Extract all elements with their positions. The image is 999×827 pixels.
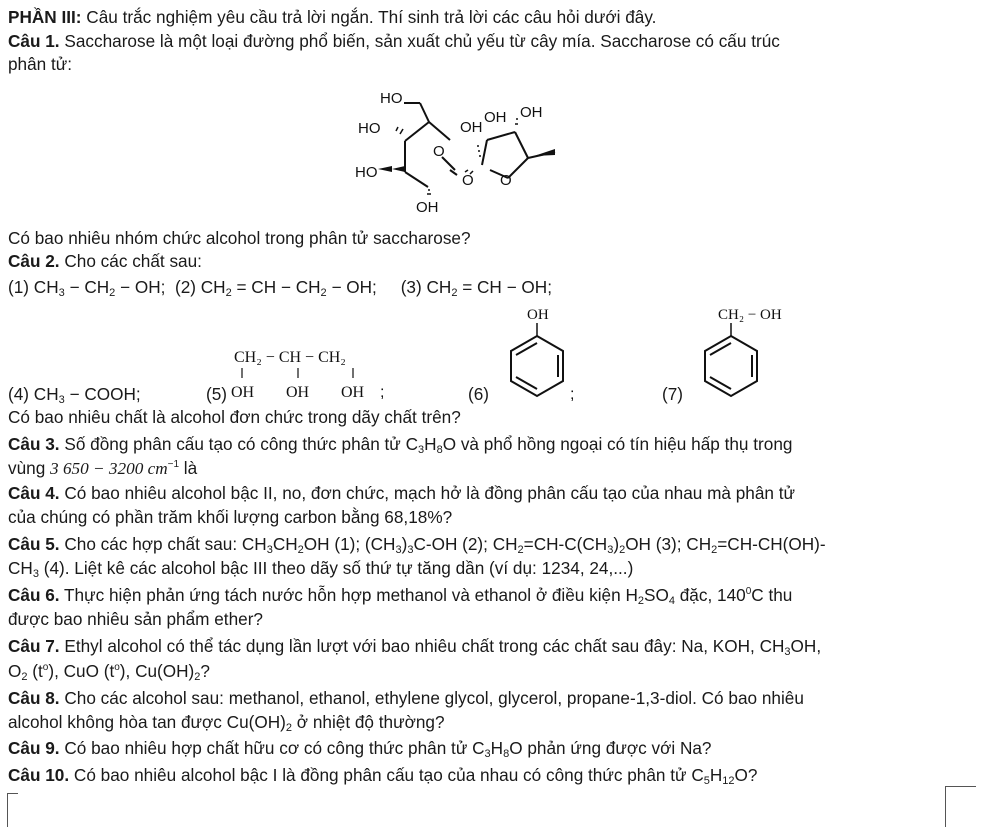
question-6-text-c: C thu [751, 585, 793, 605]
question-7-line-1: Câu 7. Ethyl alcohol có thể tác dụng lần lượt với bao nhiêu chất trong các chất sau đây: Na, KOH, $CH_3OH$, [8, 636, 822, 658]
structure-ring-oxygen-1: O [433, 143, 445, 160]
compound-5-glycerol-structure [228, 340, 398, 410]
structure-label-ho-left-2: HO [355, 164, 378, 181]
question-10-line: Câu 10. Có bao nhiêu alcohol bậc I là đồng phân cấu tạo của nhau có công thức phân tử $C_5H_{12}O$? [8, 765, 758, 787]
glycerol-oh-1: OH [231, 384, 255, 401]
question-1-text-2: phân tử: [8, 54, 73, 74]
phenol-oh-label: OH [527, 307, 549, 323]
compound-7-label: (7) [662, 384, 684, 404]
question-2-prompt [8, 406, 461, 428]
question-5-text: Cho các hợp chất sau: [59, 534, 242, 554]
compound-list-row-1: (1) $CH_3 - CH_2$ − OH; (2) $CH_2$ = CH − $CH_2$ − OH; (3) $CH_2$ = CH − OH; [8, 277, 552, 299]
glycerol-chain: CH₂ − CH − CH₂ [234, 349, 346, 366]
question-9-text-b: phản ứng được với Na? [522, 738, 712, 758]
question-10-text-a: Có bao nhiêu alcohol bậc I là đồng phân cấu tạo của nhau có công thức phân tử [69, 765, 692, 785]
part-intro: Câu trắc nghiệm yêu cầu trả lời ngắn. Thí sinh trả lời các câu hỏi dưới đây. [81, 7, 657, 27]
question-8-text: Cho các alcohol sau: methanol, ethanol, ethylene glycol, glycerol, propane-1,3-diol. Có bao nhiêu [59, 688, 804, 708]
saccharose-structure [345, 85, 605, 220]
structure-label-oh-f3: OH [520, 104, 543, 121]
question-8-line-2: alcohol không hòa tan được $Cu(OH)_2$ ở nhiệt độ thường? [8, 712, 445, 734]
question-1-text: Saccharose là một loại đường phổ biến, sản xuất chủ yếu từ cây mía. Saccharose có cấu trúc [59, 31, 780, 51]
structure-label-oh-bottom: OH [416, 199, 439, 216]
question-3-text-d: là [179, 458, 198, 478]
question-6-line-1: Câu 6. Thực hiện phản ứng tách nước hỗn hợp methanol và ethanol ở điều kiện $H_2SO_4$ đặc, $140^0C$ thu [8, 585, 793, 607]
question-8-text-b: ở nhiệt độ thường? [292, 712, 445, 732]
ir-range-exponent: −1 [167, 459, 180, 470]
compound-6-phenol-structure [490, 300, 590, 415]
compound-5-separator: ; [380, 384, 385, 401]
compound-4-label: (4) [8, 384, 34, 404]
question-2-text: Cho các chất sau: [59, 251, 202, 271]
structure-ring-oxygen-2: O [500, 172, 512, 189]
benzyl-ch2oh-label: CH₂ − OH [718, 307, 782, 323]
question-6-text-b: đặc, [674, 585, 718, 605]
question-2-line-1 [8, 250, 202, 272]
part-label: PHẦN III: [8, 7, 82, 27]
question-5-number: Câu 5. [8, 534, 60, 554]
corner-mark-right [945, 786, 976, 827]
question-5-text-2: (4). Liệt kê các alcohol bậc III theo dãy số thứ tự tăng dần (ví dụ: 1234, 24,...) [38, 558, 634, 578]
question-10-number: Câu 10. [8, 765, 70, 785]
question-1-line-2 [8, 53, 72, 75]
question-5-line-2: $CH_3$ (4). Liệt kê các alcohol bậc III theo dãy số thứ tự tăng dần (ví dụ: 1234, 24,...) [8, 558, 634, 580]
structure-bridge-oxygen: O [462, 172, 474, 189]
question-8-line-1 [8, 687, 804, 709]
structure-label-oh-f1: OH [460, 119, 483, 136]
compound-4: (4) $CH_3$ − COOH; [8, 384, 141, 406]
question-6-number: Câu 6. [8, 585, 60, 605]
question-3-text-c: vùng [8, 458, 51, 478]
question-1-number: Câu 1. [8, 31, 60, 51]
structure-label-ho-top: HO [380, 90, 403, 107]
compound-6-separator: ; [570, 386, 575, 403]
corner-mark-left [7, 793, 18, 827]
question-9-line: Câu 9. Có bao nhiêu hợp chất hữu cơ có công thức phân tử $C_3H_8O$ phản ứng được với Na? [8, 738, 712, 760]
question-8-text-a: alcohol không hòa tan được [8, 712, 227, 732]
compound-2-label: (2) [174, 277, 201, 297]
reaction-temperature: 140 [717, 585, 746, 605]
question-1-question: Có bao nhiêu nhóm chức alcohol trong phân tử saccharose? [8, 228, 471, 248]
degree-symbol-1: o [42, 662, 49, 673]
question-4-text-2: của chúng có phần trăm khối lượng carbon bằng 68,18%? [8, 507, 453, 527]
question-4-line-2 [8, 506, 452, 528]
question-3-text-b: và phổ hồng ngoại có tín hiệu hấp thụ trong [456, 434, 793, 454]
question-1-line-1 [8, 30, 780, 52]
question-3-text-a: Số đồng phân cấu tạo có công thức phân tử [59, 434, 406, 454]
question-4-number: Câu 4. [8, 483, 60, 503]
structure-label-ho-left-1: HO [358, 120, 381, 137]
glycerol-oh-3: OH [341, 384, 365, 401]
question-2-question: Có bao nhiêu chất là alcohol đơn chức trong dãy chất trên? [8, 407, 461, 427]
question-3-line-2 [8, 457, 197, 480]
question-6-text-2: được bao nhiêu sản phẩm ether? [8, 609, 263, 629]
question-6-text-a: Thực hiện phản ứng tách nước hỗn hợp methanol và ethanol ở điều kiện [59, 585, 626, 605]
question-3-line-1: Câu 3. Số đồng phân cấu tạo có công thức phân tử $C_3H_8O$ và phổ hồng ngoại có tín hiệu hấp thụ trong [8, 434, 793, 456]
question-6-line-2 [8, 608, 263, 630]
compound-6-label: (6) [468, 384, 490, 404]
question-9-text-a: Có bao nhiêu hợp chất hữu cơ có công thức phân tử [59, 738, 473, 758]
part-heading [8, 6, 656, 28]
compound-1-label: (1) [8, 277, 34, 297]
ir-range: 3 650 − 3200 cm [50, 459, 168, 478]
question-4-line-1 [8, 482, 795, 504]
compound-3-label: (3) [400, 277, 427, 297]
glycerol-oh-2: OH [286, 384, 310, 401]
question-9-number: Câu 9. [8, 738, 60, 758]
compound-7-benzyl-alcohol-structure [690, 300, 800, 415]
question-7-line-2: $O_2$ $(t^o)$, CuO $(t^o)$, $Cu(OH)_2$? [8, 661, 210, 683]
question-8-number: Câu 8. [8, 688, 60, 708]
structure-label-oh-f2: OH [484, 109, 507, 126]
question-1-prompt [8, 227, 471, 249]
question-3-number: Câu 3. [8, 434, 60, 454]
compound-5-label: (5) [206, 384, 228, 404]
question-2-number: Câu 2. [8, 251, 60, 271]
question-10-text-b: ? [747, 765, 758, 785]
question-5-line-1: Câu 5. Cho các hợp chất sau: $CH_3CH_2OH$ (1); $(CH_3)_3C-OH$ (2); $CH_2=CH-C(CH_3)_2OH$ (3); $CH_2=CH-CH(OH)-$ [8, 534, 826, 556]
question-7-text: Ethyl alcohol có thể tác dụng lần lượt với bao nhiêu chất trong các chất sau đây: Na, KOH, [59, 636, 760, 656]
degree-symbol-2: o [114, 662, 120, 673]
question-7-number: Câu 7. [8, 636, 60, 656]
question-4-text: Có bao nhiêu alcohol bậc II, no, đơn chức, mạch hở là đồng phân cấu tạo của nhau mà phân tử [59, 483, 796, 503]
